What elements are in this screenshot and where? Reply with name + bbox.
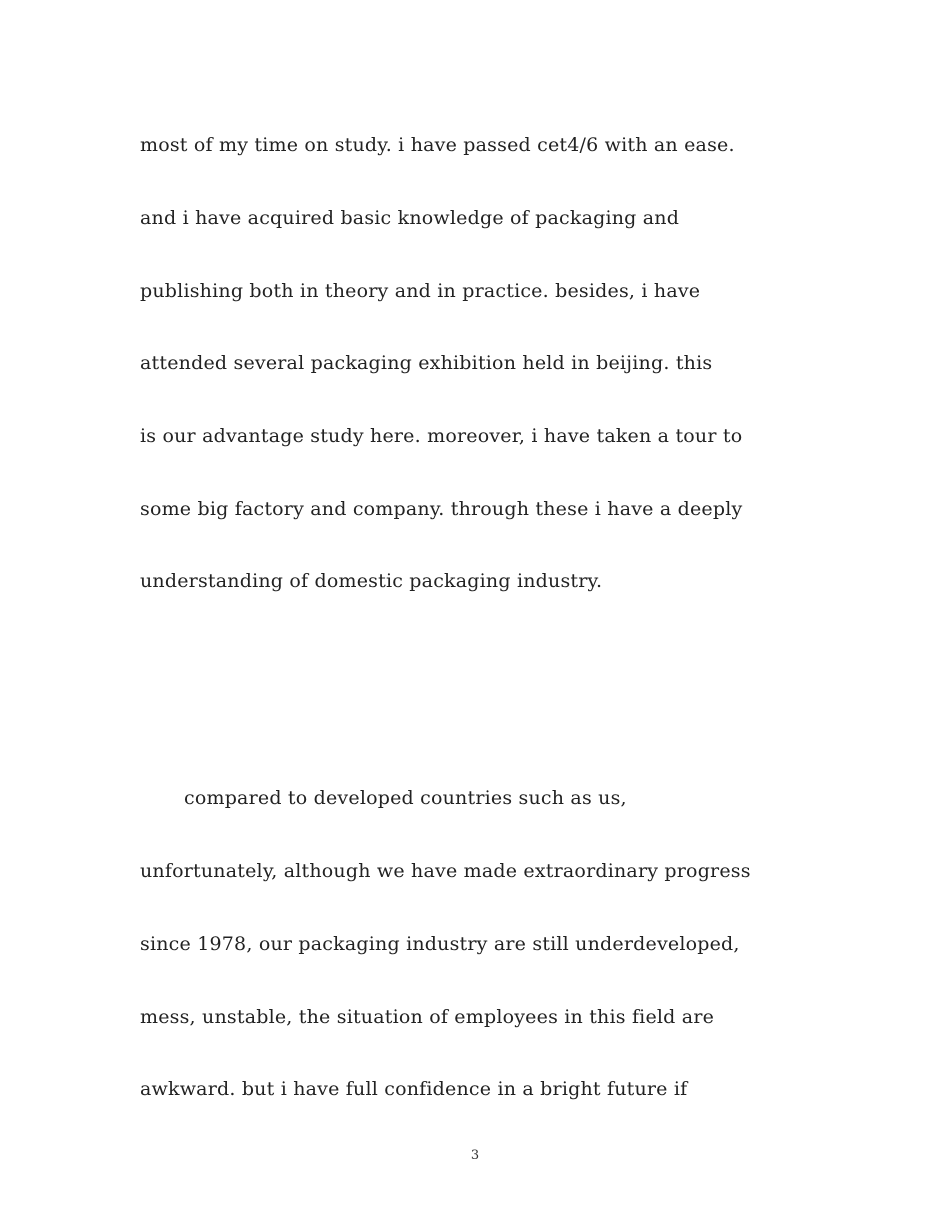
text-line: publishing both in theory and in practice. besides, i have <box>140 280 701 302</box>
text-line: since 1978, our packaging industry are still underdeveloped, <box>140 933 740 955</box>
text-line: attended several packaging exhibition held in beijing. this <box>140 352 713 374</box>
text-line: compared to developed countries such as us, <box>184 787 627 809</box>
text-line: understanding of domestic packaging industry. <box>140 570 603 592</box>
page-number: 3 <box>470 1148 480 1163</box>
text-line: awkward. but i have full confidence in a bright future if <box>140 1078 688 1100</box>
text-line: is our advantage study here. moreover, i have taken a tour to <box>140 425 743 447</box>
text-line: unfortunately, although we have made extraordinary progress <box>140 860 751 882</box>
text-line: mess, unstable, the situation of employees in this field are <box>140 1006 715 1028</box>
text-line: and i have acquired basic knowledge of packaging and <box>140 207 680 229</box>
text-line: some big factory and company. through these i have a deeply <box>140 498 743 520</box>
text-line: most of my time on study. i have passed cet4/6 with an ease. <box>140 134 735 156</box>
